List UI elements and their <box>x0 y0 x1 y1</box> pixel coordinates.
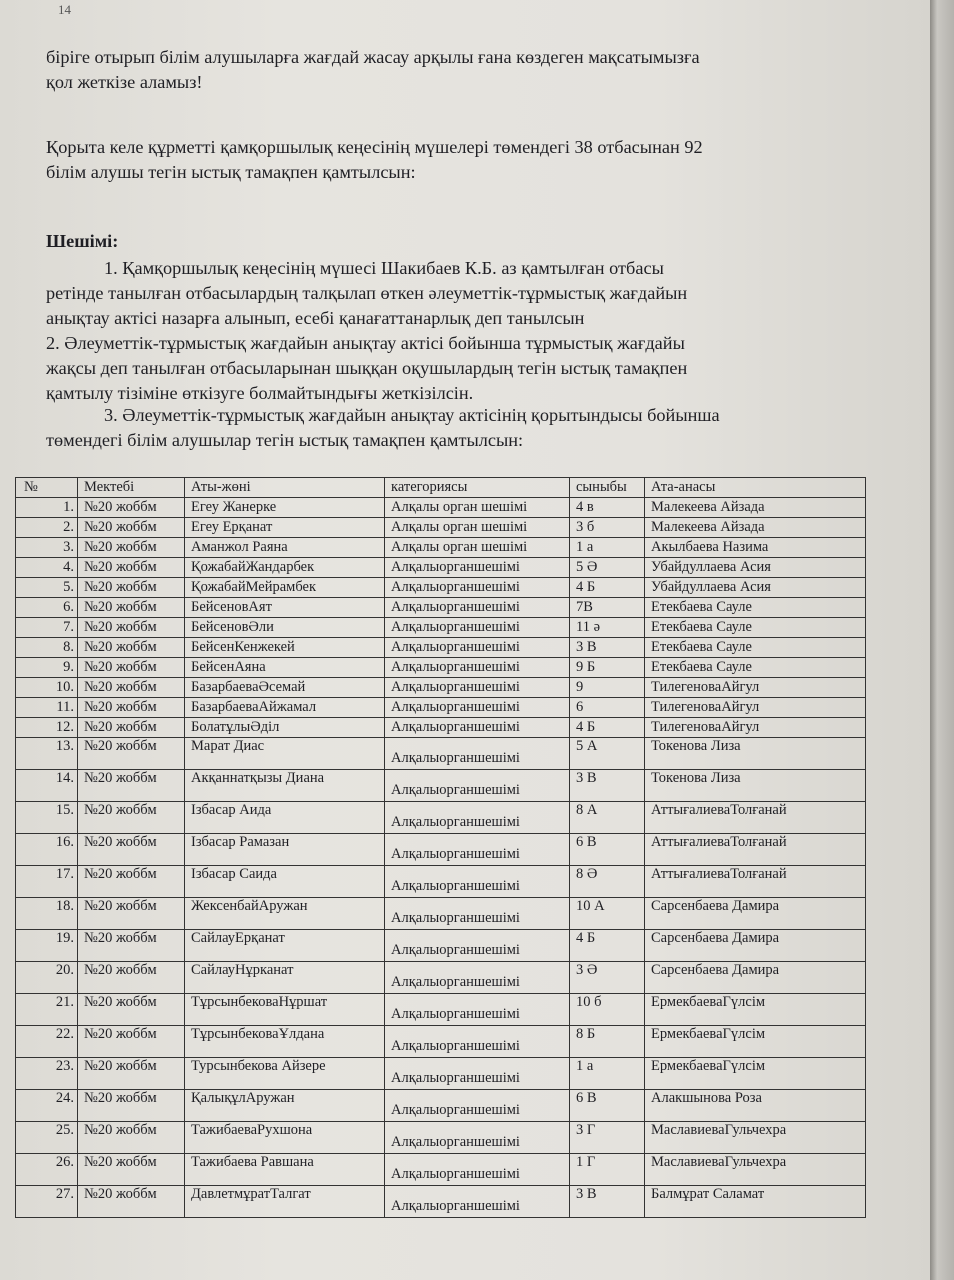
cell-category: Алқалыорганшешімі <box>385 930 570 962</box>
paragraph-line: біріге отырып білім алушыларға жағдай жасау арқылы ғана көздеген мақсатымызға <box>46 47 700 67</box>
cell-class: 4 Б <box>570 718 645 738</box>
paragraph-closing <box>46 45 700 95</box>
cell-school: №20 жоббм <box>78 1026 185 1058</box>
cell-class: 4 Б <box>570 578 645 598</box>
cell-category: Алқалыорганшешімі <box>385 1026 570 1058</box>
cell-parent-name: Етекбаева Сауле <box>645 618 866 638</box>
cell-student-name: БолатұлыӘділ <box>185 718 385 738</box>
cell-row-number: 15. <box>16 802 78 834</box>
cell-class: 3 б <box>570 518 645 538</box>
cell-parent-name: МаславиеваГульчехра <box>645 1154 866 1186</box>
table-row <box>16 678 866 698</box>
cell-class: 1 Г <box>570 1154 645 1186</box>
cell-student-name: ЖексенбайАружан <box>185 898 385 930</box>
table-row <box>16 658 866 678</box>
cell-row-number: 3. <box>16 538 78 558</box>
cell-category: Алқалыорганшешімі <box>385 1058 570 1090</box>
cell-student-name: Акқаннатқызы Диана <box>185 770 385 802</box>
cell-school: №20 жоббм <box>78 1186 185 1218</box>
cell-student-name: ТұрсынбековаНұршат <box>185 994 385 1026</box>
cell-student-name: БазарбаеваАйжамал <box>185 698 385 718</box>
cell-class: 3 В <box>570 638 645 658</box>
table-row <box>16 866 866 898</box>
decision-point-3 <box>46 403 720 453</box>
cell-parent-name: Убайдуллаева Асия <box>645 558 866 578</box>
cell-school: №20 жоббм <box>78 770 185 802</box>
cell-student-name: ҚожабайЖандарбек <box>185 558 385 578</box>
table-row <box>16 518 866 538</box>
table-row <box>16 770 866 802</box>
table-row <box>16 578 866 598</box>
cell-category: Алқалыорганшешімі <box>385 658 570 678</box>
cell-class: 9 Б <box>570 658 645 678</box>
cell-student-name: БейсенАяна <box>185 658 385 678</box>
cell-row-number: 22. <box>16 1026 78 1058</box>
cell-row-number: 27. <box>16 1186 78 1218</box>
cell-school: №20 жоббм <box>78 598 185 618</box>
cell-school: №20 жоббм <box>78 738 185 770</box>
table-row <box>16 638 866 658</box>
cell-row-number: 6. <box>16 598 78 618</box>
cell-class: 3 В <box>570 770 645 802</box>
cell-category: Алқалыорганшешімі <box>385 678 570 698</box>
table-row <box>16 618 866 638</box>
cell-category: Алқалыорганшешімі <box>385 1090 570 1122</box>
cell-student-name: БейсеновӘли <box>185 618 385 638</box>
cell-class: 1 а <box>570 538 645 558</box>
decision-line: 3. Әлеуметтік-тұрмыстық жағдайын анықтау актісінің қорытындысы бойынша <box>104 405 720 425</box>
cell-row-number: 21. <box>16 994 78 1026</box>
cell-parent-name: ЕрмекбаеваГүлсім <box>645 1058 866 1090</box>
cell-school: №20 жоббм <box>78 930 185 962</box>
cell-row-number: 10. <box>16 678 78 698</box>
cell-row-number: 25. <box>16 1122 78 1154</box>
cell-row-number: 20. <box>16 962 78 994</box>
column-header-number: № <box>16 478 78 498</box>
cell-category: Алқалыорганшешімі <box>385 866 570 898</box>
cell-student-name: ТажибаеваРухшона <box>185 1122 385 1154</box>
cell-category: Алқалыорганшешімі <box>385 558 570 578</box>
cell-parent-name: АттығалиеваТолғанай <box>645 834 866 866</box>
column-header-name: Аты-жөні <box>185 478 385 498</box>
table-header-row <box>16 478 866 498</box>
cell-row-number: 1. <box>16 498 78 518</box>
cell-class: 6 В <box>570 1090 645 1122</box>
table-row <box>16 1090 866 1122</box>
cell-category: Алқалыорганшешімі <box>385 898 570 930</box>
cell-category: Алқалыорганшешімі <box>385 638 570 658</box>
cell-class: 6 В <box>570 834 645 866</box>
cell-school: №20 жоббм <box>78 698 185 718</box>
cell-category: Алқалыорганшешімі <box>385 1154 570 1186</box>
cell-category: Алқалыорганшешімі <box>385 618 570 638</box>
cell-student-name: Марат Диас <box>185 738 385 770</box>
cell-category: Алқалыорганшешімі <box>385 1186 570 1218</box>
cell-school: №20 жоббм <box>78 1154 185 1186</box>
cell-student-name: Аманжол Раяна <box>185 538 385 558</box>
cell-school: №20 жоббм <box>78 618 185 638</box>
cell-parent-name: Етекбаева Сауле <box>645 638 866 658</box>
cell-school: №20 жоббм <box>78 994 185 1026</box>
cell-class: 11 ә <box>570 618 645 638</box>
column-header-category: категориясы <box>385 478 570 498</box>
table-row <box>16 930 866 962</box>
cell-student-name: Егеу Жанерке <box>185 498 385 518</box>
cell-category: Алқалыорганшешімі <box>385 994 570 1026</box>
cell-row-number: 24. <box>16 1090 78 1122</box>
table-row <box>16 802 866 834</box>
cell-parent-name: Малекеева Айзада <box>645 518 866 538</box>
cell-student-name: ҚожабайМейрамбек <box>185 578 385 598</box>
cell-row-number: 26. <box>16 1154 78 1186</box>
cell-school: №20 жоббм <box>78 866 185 898</box>
table-row <box>16 1154 866 1186</box>
table-row <box>16 994 866 1026</box>
cell-class: 1 а <box>570 1058 645 1090</box>
cell-row-number: 2. <box>16 518 78 538</box>
cell-category: Алқалы орган шешімі <box>385 498 570 518</box>
cell-student-name: Ізбасар Саида <box>185 866 385 898</box>
decision-line: төмендегі білім алушылар тегін ыстық тамақпен қамтылсын: <box>46 430 524 450</box>
cell-school: №20 жоббм <box>78 898 185 930</box>
column-header-school: Мектебі <box>78 478 185 498</box>
cell-parent-name: Токенова Лиза <box>645 770 866 802</box>
page-edge <box>930 0 954 1280</box>
cell-row-number: 13. <box>16 738 78 770</box>
cell-student-name: БейсеновАят <box>185 598 385 618</box>
cell-student-name: СайлауНұрканат <box>185 962 385 994</box>
cell-category: Алқалы орган шешімі <box>385 518 570 538</box>
cell-school: №20 жоббм <box>78 1122 185 1154</box>
cell-class: 6 <box>570 698 645 718</box>
cell-class: 8 А <box>570 802 645 834</box>
cell-row-number: 16. <box>16 834 78 866</box>
table-row <box>16 1058 866 1090</box>
cell-parent-name: Сарсенбаева Дамира <box>645 962 866 994</box>
cell-parent-name: Балмұрат Саламат <box>645 1186 866 1218</box>
cell-school: №20 жоббм <box>78 518 185 538</box>
column-header-parent: Ата-анасы <box>645 478 866 498</box>
cell-category: Алқалыорганшешімі <box>385 1122 570 1154</box>
cell-school: №20 жоббм <box>78 558 185 578</box>
cell-parent-name: ЕрмекбаеваГүлсім <box>645 994 866 1026</box>
decision-line: 1. Қамқоршылық кеңесінің мүшесі Шакибаев К.Б. аз қамтылған отбасы <box>104 258 664 278</box>
column-header-class: сыныбы <box>570 478 645 498</box>
cell-school: №20 жоббм <box>78 498 185 518</box>
cell-student-name: СайлауЕрқанат <box>185 930 385 962</box>
cell-class: 3 В <box>570 1186 645 1218</box>
cell-category: Алқалыорганшешімі <box>385 598 570 618</box>
cell-row-number: 14. <box>16 770 78 802</box>
table-body <box>16 498 866 1218</box>
cell-row-number: 19. <box>16 930 78 962</box>
table-row <box>16 738 866 770</box>
cell-category: Алқалыорганшешімі <box>385 962 570 994</box>
cell-parent-name: Етекбаева Сауле <box>645 658 866 678</box>
cell-parent-name: Сарсенбаева Дамира <box>645 930 866 962</box>
table-row <box>16 898 866 930</box>
cell-class: 8 Ә <box>570 866 645 898</box>
paragraph-line: білім алушы тегін ыстық тамақпен қамтылсын: <box>46 162 416 182</box>
cell-student-name: Ізбасар Рамазан <box>185 834 385 866</box>
cell-parent-name: Малекеева Айзада <box>645 498 866 518</box>
cell-class: 10 А <box>570 898 645 930</box>
cell-school: №20 жоббм <box>78 1058 185 1090</box>
cell-student-name: БейсенКенжекей <box>185 638 385 658</box>
cell-parent-name: Убайдуллаева Асия <box>645 578 866 598</box>
table-row <box>16 834 866 866</box>
cell-row-number: 11. <box>16 698 78 718</box>
cell-parent-name: ТилегеноваАйгул <box>645 678 866 698</box>
cell-category: Алқалыорганшешімі <box>385 718 570 738</box>
cell-school: №20 жоббм <box>78 678 185 698</box>
table-row <box>16 598 866 618</box>
cell-row-number: 5. <box>16 578 78 598</box>
cell-class: 8 Б <box>570 1026 645 1058</box>
cell-parent-name: Алакшынова Роза <box>645 1090 866 1122</box>
cell-school: №20 жоббм <box>78 834 185 866</box>
cell-school: №20 жоббм <box>78 962 185 994</box>
table-row <box>16 698 866 718</box>
cell-student-name: БазарбаеваӘсемай <box>185 678 385 698</box>
cell-class: 3 Ә <box>570 962 645 994</box>
cell-row-number: 7. <box>16 618 78 638</box>
cell-category: Алқалыорганшешімі <box>385 834 570 866</box>
cell-class: 5 Ә <box>570 558 645 578</box>
cell-category: Алқалыорганшешімі <box>385 578 570 598</box>
cell-school: №20 жоббм <box>78 538 185 558</box>
cell-student-name: Турсынбекова Айзере <box>185 1058 385 1090</box>
page-number: 14 <box>58 2 71 17</box>
cell-parent-name: МаславиеваГульчехра <box>645 1122 866 1154</box>
cell-row-number: 17. <box>16 866 78 898</box>
cell-school: №20 жоббм <box>78 638 185 658</box>
cell-student-name: ТұрсынбековаҰлдана <box>185 1026 385 1058</box>
cell-school: №20 жоббм <box>78 718 185 738</box>
cell-student-name: ДавлетмұратТалгат <box>185 1186 385 1218</box>
cell-class: 3 Г <box>570 1122 645 1154</box>
table-row <box>16 1186 866 1218</box>
cell-class: 7В <box>570 598 645 618</box>
table-row <box>16 718 866 738</box>
cell-row-number: 4. <box>16 558 78 578</box>
cell-student-name: Ізбасар Аида <box>185 802 385 834</box>
cell-category: Алқалыорганшешімі <box>385 738 570 770</box>
students-table <box>15 477 866 1218</box>
cell-category: Алқалыорганшешімі <box>385 802 570 834</box>
decision-line: анықтау актісі назарға алынып, есебі қанағаттанарлық деп танылсын <box>46 308 585 328</box>
table-row <box>16 538 866 558</box>
decision-heading: Шешімі: <box>46 231 119 251</box>
cell-school: №20 жоббм <box>78 802 185 834</box>
cell-student-name: Егеу Ерқанат <box>185 518 385 538</box>
cell-row-number: 9. <box>16 658 78 678</box>
cell-category: Алқалыорганшешімі <box>385 770 570 802</box>
cell-class: 10 б <box>570 994 645 1026</box>
cell-student-name: ҚалықұлАружан <box>185 1090 385 1122</box>
cell-class: 4 в <box>570 498 645 518</box>
decision-line: 2. Әлеуметтік-тұрмыстық жағдайын анықтау актісі бойынша тұрмыстық жағдайы <box>46 333 685 353</box>
cell-category: Алқалы орган шешімі <box>385 538 570 558</box>
paragraph-line: Қорыта келе құрметті қамқоршылық кеңесінің мүшелері төмендегі 38 отбасынан 92 <box>46 137 703 157</box>
cell-parent-name: ТилегеноваАйгул <box>645 698 866 718</box>
table-row <box>16 1026 866 1058</box>
cell-row-number: 8. <box>16 638 78 658</box>
paragraph-conclusion <box>46 135 703 185</box>
cell-student-name: Тажибаева Равшана <box>185 1154 385 1186</box>
decision-line: қамтылу тізіміне өткізуге болмайтындығы жеткізілсін. <box>46 383 474 403</box>
table-row <box>16 558 866 578</box>
cell-row-number: 18. <box>16 898 78 930</box>
decision-line: жақсы деп танылған отбасыларынан шыққан оқушылардың тегін ыстық тамақпен <box>46 358 688 378</box>
decision-points-1-2 <box>46 256 687 406</box>
cell-parent-name: Токенова Лиза <box>645 738 866 770</box>
cell-school: №20 жоббм <box>78 1090 185 1122</box>
cell-category: Алқалыорганшешімі <box>385 698 570 718</box>
table-row <box>16 962 866 994</box>
cell-parent-name: АттығалиеваТолғанай <box>645 802 866 834</box>
cell-parent-name: Етекбаева Сауле <box>645 598 866 618</box>
decision-line: ретінде танылған отбасылардың талқылап өткен әлеуметтік-тұрмыстық жағдайын <box>46 283 688 303</box>
cell-parent-name: ЕрмекбаеваГүлсім <box>645 1026 866 1058</box>
table-row <box>16 498 866 518</box>
cell-school: №20 жоббм <box>78 578 185 598</box>
cell-row-number: 12. <box>16 718 78 738</box>
cell-parent-name: АттығалиеваТолғанай <box>645 866 866 898</box>
cell-parent-name: Акылбаева Назима <box>645 538 866 558</box>
cell-parent-name: ТилегеноваАйгул <box>645 718 866 738</box>
cell-school: №20 жоббм <box>78 658 185 678</box>
paragraph-line: қол жеткізе аламыз! <box>46 72 203 92</box>
cell-class: 5 А <box>570 738 645 770</box>
cell-parent-name: Сарсенбаева Дамира <box>645 898 866 930</box>
cell-class: 4 Б <box>570 930 645 962</box>
cell-row-number: 23. <box>16 1058 78 1090</box>
table-row <box>16 1122 866 1154</box>
cell-class: 9 <box>570 678 645 698</box>
